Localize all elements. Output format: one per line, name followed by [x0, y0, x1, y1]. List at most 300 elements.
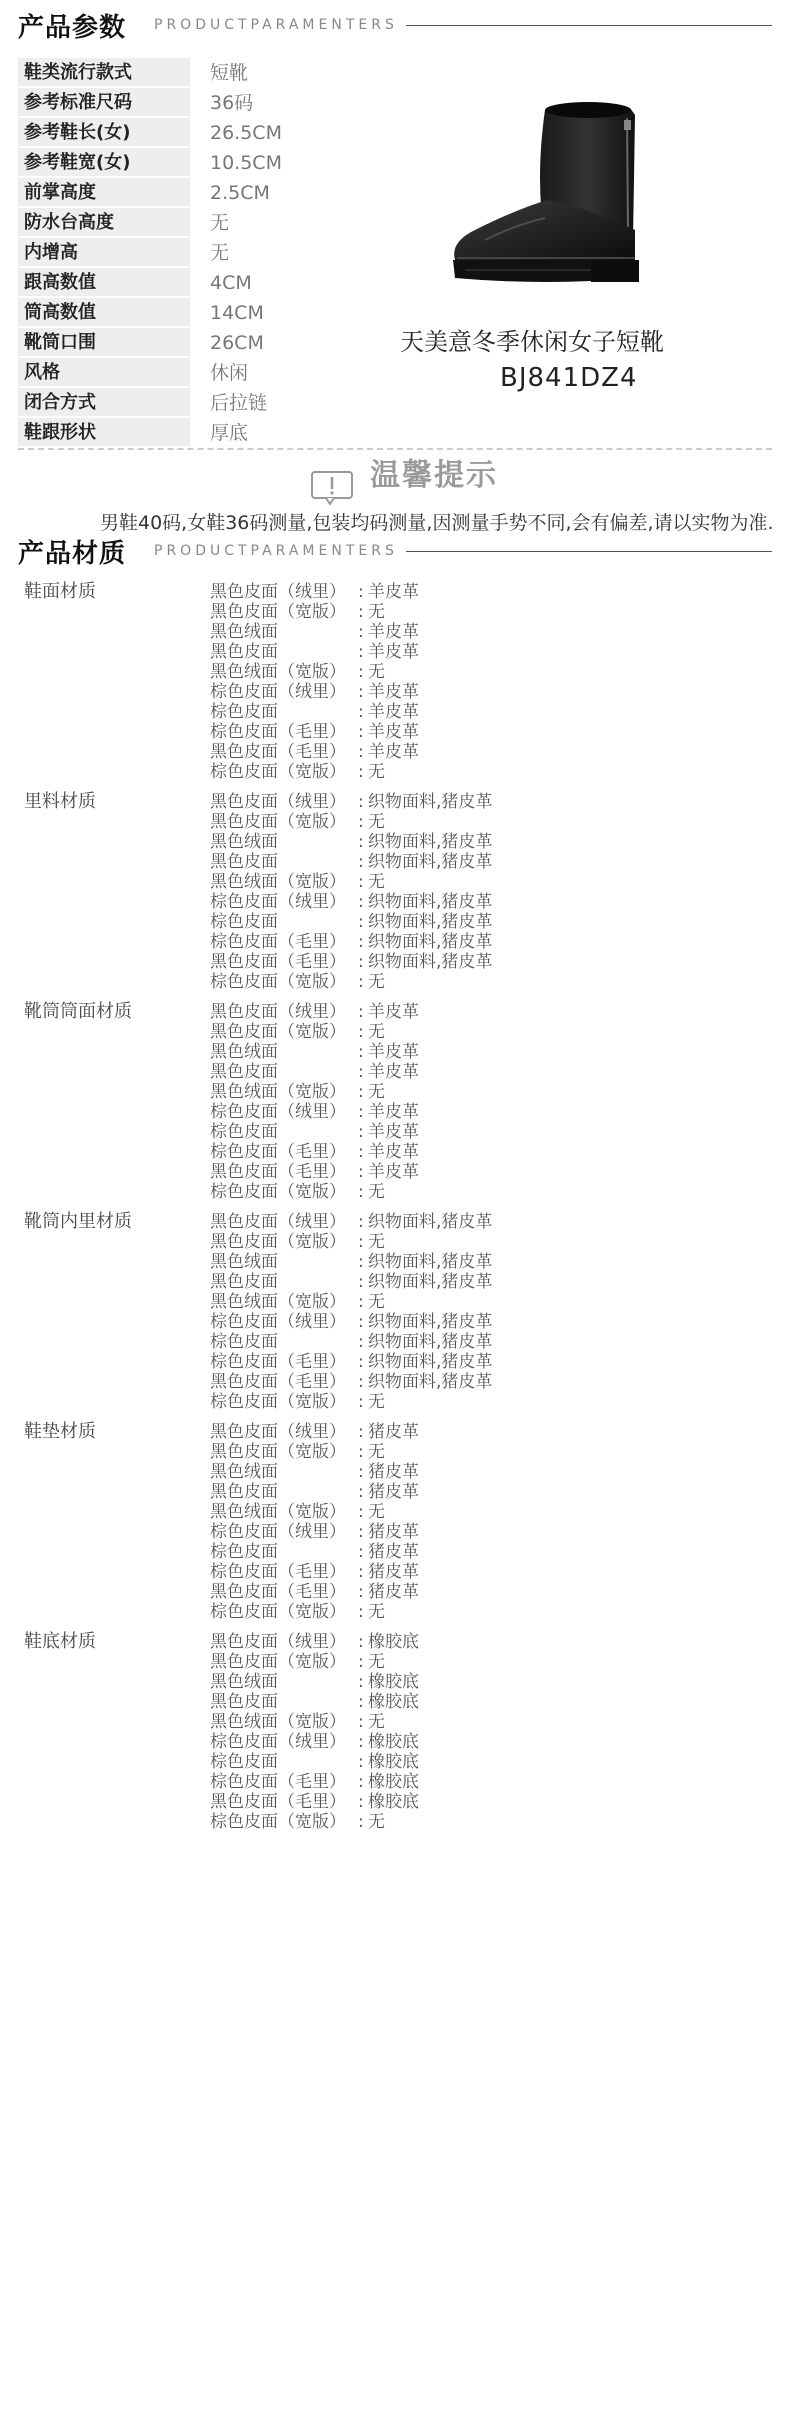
material-line [210, 1732, 764, 1752]
param-value: 休闲 [210, 362, 249, 384]
colon-separator: : [358, 852, 364, 872]
param-row [18, 208, 408, 238]
colon-separator: : [358, 602, 364, 622]
material-variant: 黑色皮面（宽版） [210, 1232, 346, 1252]
material-line [210, 852, 764, 872]
material-variant: 黑色皮面 [210, 1272, 278, 1292]
material-variant: 黑色绒面（宽版） [210, 1292, 346, 1312]
param-label: 跟高数值 [18, 268, 190, 298]
material-line [210, 1652, 764, 1672]
material-variant: 黑色皮面 [210, 1062, 278, 1082]
product-name: 天美意冬季休闲女子短靴 [400, 328, 664, 356]
material-line [210, 912, 764, 932]
colon-separator: : [358, 1122, 364, 1142]
material-value: 猪皮革 [368, 1482, 419, 1502]
material-line [210, 1142, 764, 1162]
material-variant: 棕色皮面（绒里） [210, 892, 346, 912]
material-group [24, 1422, 764, 1622]
material-value: 羊皮革 [368, 1122, 419, 1142]
material-value: 羊皮革 [368, 582, 419, 602]
material-line [210, 1182, 764, 1202]
colon-separator: : [358, 1732, 364, 1752]
material-variant: 黑色绒面 [210, 1252, 278, 1272]
material-variant: 黑色皮面（宽版） [210, 812, 346, 832]
material-value: 橡胶底 [368, 1792, 419, 1812]
material-variant: 黑色皮面（宽版） [210, 1652, 346, 1672]
material-value: 羊皮革 [368, 1142, 419, 1162]
material-value: 猪皮革 [368, 1522, 419, 1542]
param-row [18, 238, 408, 268]
material-value: 橡胶底 [368, 1672, 419, 1692]
material-line [210, 832, 764, 852]
param-value: 26CM [210, 332, 264, 354]
param-value: 2.5CM [210, 182, 270, 204]
material-line [210, 642, 764, 662]
material-variant: 黑色绒面 [210, 1672, 278, 1692]
colon-separator: : [358, 1042, 364, 1062]
material-value: 橡胶底 [368, 1692, 419, 1712]
material-value: 羊皮革 [368, 622, 419, 642]
material-variant: 棕色皮面（宽版） [210, 1812, 346, 1832]
colon-separator: : [358, 892, 364, 912]
material-line [210, 1422, 764, 1442]
material-value: 无 [368, 1022, 385, 1042]
colon-separator: : [358, 1352, 364, 1372]
material-line [210, 1062, 764, 1082]
material-variant: 黑色皮面（毛里） [210, 742, 346, 762]
colon-separator: : [358, 792, 364, 812]
material-variant: 棕色皮面（绒里） [210, 1732, 346, 1752]
material-variant: 棕色皮面（宽版） [210, 762, 346, 782]
param-row [18, 418, 408, 448]
material-value: 无 [368, 1392, 385, 1412]
params-table [18, 58, 408, 448]
material-line [210, 1312, 764, 1332]
material-value: 织物面料,猪皮革 [368, 852, 493, 872]
material-value: 织物面料,猪皮革 [368, 792, 493, 812]
section-rule [406, 25, 772, 26]
material-variant: 黑色皮面（宽版） [210, 1022, 346, 1042]
material-line [210, 1602, 764, 1622]
material-group-label: 靴筒筒面材质 [24, 1001, 132, 1022]
material-variant: 黑色绒面（宽版） [210, 662, 346, 682]
material-value: 猪皮革 [368, 1582, 419, 1602]
colon-separator: : [358, 722, 364, 742]
param-label: 参考鞋长(女) [18, 118, 190, 148]
material-line [210, 892, 764, 912]
material-variant: 黑色皮面 [210, 1482, 278, 1502]
material-variant: 黑色皮面（绒里） [210, 792, 346, 812]
colon-separator: : [358, 1102, 364, 1122]
param-label: 参考标准尺码 [18, 88, 190, 118]
material-value: 猪皮革 [368, 1562, 419, 1582]
material-value: 无 [368, 872, 385, 892]
material-line [210, 1712, 764, 1732]
param-value: 26.5CM [210, 122, 282, 144]
colon-separator: : [358, 1792, 364, 1812]
param-row [18, 58, 408, 88]
param-label: 闭合方式 [18, 388, 190, 418]
material-group-label: 鞋底材质 [24, 1631, 96, 1652]
material-line [210, 1392, 764, 1412]
material-line [210, 812, 764, 832]
material-variant: 黑色皮面 [210, 852, 278, 872]
material-variant: 棕色皮面（毛里） [210, 1142, 346, 1162]
material-value: 羊皮革 [368, 1162, 419, 1182]
param-row [18, 118, 408, 148]
material-variant: 棕色皮面（绒里） [210, 1312, 346, 1332]
material-value: 无 [368, 1232, 385, 1252]
colon-separator: : [358, 1182, 364, 1202]
material-value: 羊皮革 [368, 1102, 419, 1122]
param-value: 后拉链 [210, 392, 268, 414]
param-value: 36码 [210, 92, 254, 114]
colon-separator: : [358, 1252, 364, 1272]
colon-separator: : [358, 832, 364, 852]
material-group-label: 鞋垫材质 [24, 1421, 96, 1442]
param-row [18, 358, 408, 388]
material-variant: 棕色皮面（毛里） [210, 722, 346, 742]
material-value: 无 [368, 1652, 385, 1672]
material-value: 织物面料,猪皮革 [368, 1352, 493, 1372]
params-section-title: 产品参数 [18, 12, 127, 43]
colon-separator: : [358, 1812, 364, 1832]
colon-separator: : [358, 912, 364, 932]
material-lines [210, 792, 764, 992]
material-variant: 棕色皮面（宽版） [210, 1602, 346, 1622]
colon-separator: : [358, 1542, 364, 1562]
material-value: 无 [368, 1442, 385, 1462]
colon-separator: : [358, 762, 364, 782]
notice-title: 温馨提示 [370, 458, 498, 493]
material-variant: 黑色绒面（宽版） [210, 872, 346, 892]
material-group-label: 鞋面材质 [24, 581, 96, 602]
material-value: 羊皮革 [368, 642, 419, 662]
material-value: 织物面料,猪皮革 [368, 1212, 493, 1232]
param-label: 靴筒口围 [18, 328, 190, 358]
param-label: 鞋类流行款式 [18, 58, 190, 88]
material-variant: 棕色皮面 [210, 1752, 278, 1772]
param-value: 4CM [210, 272, 252, 294]
material-line [210, 1122, 764, 1142]
params-section-header [18, 8, 772, 42]
colon-separator: : [358, 1002, 364, 1022]
param-label: 前掌高度 [18, 178, 190, 208]
material-line [210, 742, 764, 762]
param-label: 内增高 [18, 238, 190, 268]
param-row [18, 178, 408, 208]
material-line [210, 1692, 764, 1712]
material-line [210, 1502, 764, 1522]
material-value: 猪皮革 [368, 1462, 419, 1482]
material-variant: 棕色皮面（毛里） [210, 932, 346, 952]
material-line [210, 1482, 764, 1502]
colon-separator: : [358, 1442, 364, 1462]
material-group [24, 1002, 764, 1202]
material-value: 无 [368, 1082, 385, 1102]
material-value: 猪皮革 [368, 1542, 419, 1562]
material-line [210, 1442, 764, 1462]
colon-separator: : [358, 622, 364, 642]
material-value: 羊皮革 [368, 1042, 419, 1062]
colon-separator: : [358, 582, 364, 602]
material-variant: 黑色皮面 [210, 1692, 278, 1712]
colon-separator: : [358, 1312, 364, 1332]
colon-separator: : [358, 1392, 364, 1412]
material-line [210, 1752, 764, 1772]
material-line [210, 872, 764, 892]
material-value: 织物面料,猪皮革 [368, 932, 493, 952]
material-variant: 黑色绒面 [210, 1042, 278, 1062]
colon-separator: : [358, 1712, 364, 1732]
material-variant: 棕色皮面（毛里） [210, 1352, 346, 1372]
material-line [210, 1582, 764, 1602]
material-value: 无 [368, 1602, 385, 1622]
material-line [210, 932, 764, 952]
colon-separator: : [358, 1582, 364, 1602]
material-variant: 黑色皮面（毛里） [210, 1582, 346, 1602]
param-label: 参考鞋宽(女) [18, 148, 190, 178]
material-line [210, 1272, 764, 1292]
params-section-subtitle: PRODUCTPARAMENTERS [154, 17, 398, 33]
material-variant: 黑色绒面 [210, 622, 278, 642]
material-variant: 棕色皮面 [210, 1332, 278, 1352]
material-group [24, 1212, 764, 1412]
colon-separator: : [358, 932, 364, 952]
colon-separator: : [358, 1142, 364, 1162]
materials-section-title: 产品材质 [18, 538, 127, 569]
material-value: 无 [368, 1292, 385, 1312]
material-variant: 棕色皮面（绒里） [210, 1522, 346, 1542]
param-label: 防水台高度 [18, 208, 190, 238]
material-value: 无 [368, 1712, 385, 1732]
material-value: 羊皮革 [368, 742, 419, 762]
param-value: 短靴 [210, 62, 249, 84]
material-variant: 黑色绒面（宽版） [210, 1712, 346, 1732]
param-row [18, 88, 408, 118]
colon-separator: : [358, 1752, 364, 1772]
param-value: 10.5CM [210, 152, 282, 174]
material-value: 织物面料,猪皮革 [368, 1312, 493, 1332]
material-line [210, 1162, 764, 1182]
colon-separator: : [358, 1372, 364, 1392]
material-line [210, 1042, 764, 1062]
colon-separator: : [358, 1772, 364, 1792]
materials-list [24, 582, 764, 1842]
material-line [210, 1542, 764, 1562]
material-variant: 棕色皮面（绒里） [210, 682, 346, 702]
material-value: 织物面料,猪皮革 [368, 1272, 493, 1292]
product-code: BJ841DZ4 [500, 363, 638, 393]
material-value: 无 [368, 662, 385, 682]
material-value: 无 [368, 1812, 385, 1832]
material-value: 羊皮革 [368, 702, 419, 722]
material-lines [210, 1632, 764, 1832]
colon-separator: : [358, 1162, 364, 1182]
material-line [210, 1462, 764, 1482]
material-variant: 黑色皮面（绒里） [210, 582, 346, 602]
material-value: 橡胶底 [368, 1752, 419, 1772]
colon-separator: : [358, 1422, 364, 1442]
material-value: 橡胶底 [368, 1732, 419, 1752]
material-variant: 黑色绒面（宽版） [210, 1502, 346, 1522]
material-line [210, 1772, 764, 1792]
material-value: 羊皮革 [368, 722, 419, 742]
material-variant: 黑色皮面（宽版） [210, 1442, 346, 1462]
material-variant: 黑色皮面（毛里） [210, 1372, 346, 1392]
colon-separator: : [358, 872, 364, 892]
material-value: 无 [368, 602, 385, 622]
colon-separator: : [358, 1562, 364, 1582]
material-line [210, 1812, 764, 1832]
colon-separator: : [358, 702, 364, 722]
colon-separator: : [358, 1332, 364, 1352]
material-value: 羊皮革 [368, 1062, 419, 1082]
material-value: 羊皮革 [368, 682, 419, 702]
material-group [24, 1632, 764, 1832]
material-group [24, 792, 764, 992]
material-value: 织物面料,猪皮革 [368, 952, 493, 972]
material-variant: 黑色皮面（绒里） [210, 1212, 346, 1232]
colon-separator: : [358, 1212, 364, 1232]
material-line [210, 1002, 764, 1022]
material-line [210, 1372, 764, 1392]
param-row [18, 388, 408, 418]
material-variant: 黑色皮面（绒里） [210, 1632, 346, 1652]
material-group [24, 582, 764, 782]
material-value: 织物面料,猪皮革 [368, 1372, 493, 1392]
colon-separator: : [358, 1652, 364, 1672]
material-variant: 黑色皮面（毛里） [210, 1162, 346, 1182]
material-lines [210, 582, 764, 782]
material-line [210, 682, 764, 702]
material-line [210, 722, 764, 742]
material-variant: 黑色皮面（绒里） [210, 1002, 346, 1022]
colon-separator: : [358, 1692, 364, 1712]
material-line [210, 1102, 764, 1122]
colon-separator: : [358, 682, 364, 702]
param-label: 鞋跟形状 [18, 418, 190, 448]
material-line [210, 1082, 764, 1102]
material-line [210, 1212, 764, 1232]
material-lines [210, 1422, 764, 1622]
material-value: 织物面料,猪皮革 [368, 912, 493, 932]
material-value: 橡胶底 [368, 1772, 419, 1792]
material-variant: 黑色皮面（绒里） [210, 1422, 346, 1442]
material-variant: 黑色绒面 [210, 1462, 278, 1482]
colon-separator: : [358, 1522, 364, 1542]
material-lines [210, 1002, 764, 1202]
colon-separator: : [358, 642, 364, 662]
param-row [18, 268, 408, 298]
material-line [210, 602, 764, 622]
param-value: 14CM [210, 302, 264, 324]
material-line [210, 1562, 764, 1582]
colon-separator: : [358, 972, 364, 992]
material-line [210, 1252, 764, 1272]
materials-section-subtitle: PRODUCTPARAMENTERS [154, 543, 398, 559]
material-variant: 黑色绒面 [210, 832, 278, 852]
material-variant: 棕色皮面 [210, 912, 278, 932]
alert-box-icon [310, 470, 354, 506]
material-variant: 棕色皮面（宽版） [210, 972, 346, 992]
material-variant: 黑色皮面（宽版） [210, 602, 346, 622]
material-line [210, 1672, 764, 1692]
material-variant: 棕色皮面 [210, 1122, 278, 1142]
material-value: 无 [368, 812, 385, 832]
param-value: 无 [210, 242, 230, 264]
colon-separator: : [358, 1482, 364, 1502]
colon-separator: : [358, 662, 364, 682]
colon-separator: : [358, 1462, 364, 1482]
material-value: 无 [368, 762, 385, 782]
material-line [210, 972, 764, 992]
material-lines [210, 1212, 764, 1412]
param-row [18, 328, 408, 358]
material-value: 猪皮革 [368, 1422, 419, 1442]
material-line [210, 762, 764, 782]
param-row [18, 298, 408, 328]
material-line [210, 952, 764, 972]
param-label: 筒高数值 [18, 298, 190, 328]
param-row [18, 148, 408, 178]
black-ankle-boot-image [395, 90, 775, 300]
material-line [210, 622, 764, 642]
material-value: 橡胶底 [368, 1632, 419, 1652]
colon-separator: : [358, 1672, 364, 1692]
param-value: 厚底 [210, 422, 249, 444]
material-line [210, 1522, 764, 1542]
colon-separator: : [358, 1632, 364, 1652]
colon-separator: : [358, 1272, 364, 1292]
material-line [210, 1792, 764, 1812]
material-line [210, 1332, 764, 1352]
material-variant: 黑色绒面（宽版） [210, 1082, 346, 1102]
colon-separator: : [358, 1062, 364, 1082]
material-line [210, 662, 764, 682]
material-value: 无 [368, 1502, 385, 1522]
material-value: 织物面料,猪皮革 [368, 832, 493, 852]
colon-separator: : [358, 1022, 364, 1042]
param-label: 风格 [18, 358, 190, 388]
material-value: 织物面料,猪皮革 [368, 1332, 493, 1352]
materials-section-header [18, 534, 772, 568]
colon-separator: : [358, 1292, 364, 1312]
material-group-label: 靴筒内里材质 [24, 1211, 132, 1232]
notice-text: 男鞋40码,女鞋36码测量,包装均码测量,因测量手势不同,会有偏差,请以实物为准. [100, 512, 774, 534]
material-line [210, 1632, 764, 1652]
material-line [210, 792, 764, 812]
colon-separator: : [358, 1602, 364, 1622]
material-value: 织物面料,猪皮革 [368, 892, 493, 912]
colon-separator: : [358, 812, 364, 832]
material-variant: 黑色皮面（毛里） [210, 1792, 346, 1812]
material-line [210, 1352, 764, 1372]
material-value: 羊皮革 [368, 1002, 419, 1022]
material-group-label: 里料材质 [24, 791, 96, 812]
material-variant: 棕色皮面（毛里） [210, 1772, 346, 1792]
material-variant: 棕色皮面（宽版） [210, 1392, 346, 1412]
colon-separator: : [358, 1232, 364, 1252]
section-rule [406, 551, 772, 552]
material-value: 无 [368, 972, 385, 992]
material-value: 无 [368, 1182, 385, 1202]
material-line [210, 1232, 764, 1252]
colon-separator: : [358, 742, 364, 762]
material-variant: 棕色皮面 [210, 702, 278, 722]
material-line [210, 582, 764, 602]
material-variant: 棕色皮面（毛里） [210, 1562, 346, 1582]
